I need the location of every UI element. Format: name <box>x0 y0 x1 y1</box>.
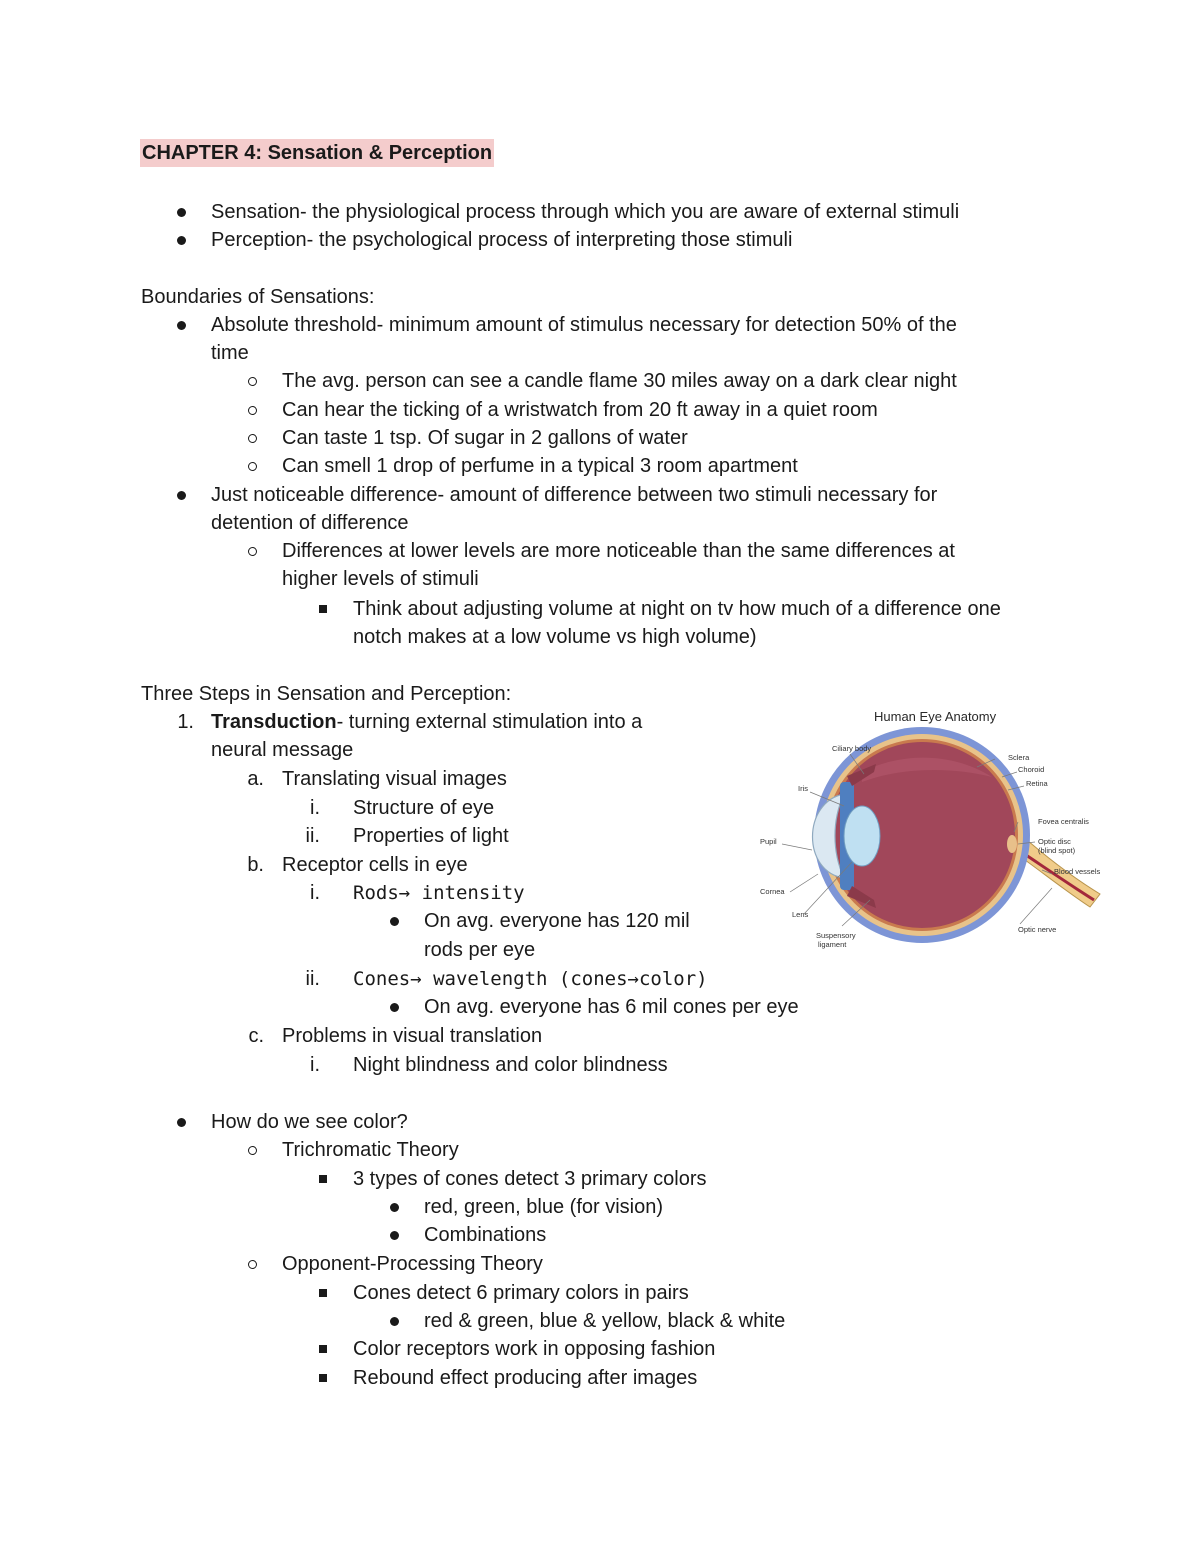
list-marker: ii. <box>305 825 320 847</box>
night-color-blindness: Night blindness and color blindness <box>353 1054 668 1076</box>
chapter-heading: CHAPTER 4: Sensation & Perception <box>140 139 494 167</box>
label-iris: Iris <box>798 784 808 793</box>
label-choroid: Choroid <box>1018 765 1045 774</box>
figure-title: Human Eye Anatomy <box>874 709 997 724</box>
rebound-effect: Rebound effect producing after images <box>353 1367 698 1389</box>
example-candle: The avg. person can see a candle flame 30 miles away on a dark clear night <box>282 370 957 392</box>
bullet-disc <box>177 321 186 330</box>
rods-count: On avg. everyone has 120 mil <box>424 910 690 932</box>
label-suspensory: Suspensory <box>816 931 856 940</box>
bullet-square <box>319 1345 327 1353</box>
jnd-subsub-cont: notch makes at a low volume vs high volume) <box>353 626 757 648</box>
bullet-circle <box>248 377 257 386</box>
jnd-subsub: Think about adjusting volume at night on tv how much of a difference one <box>353 598 1001 620</box>
bullet-circle <box>248 406 257 415</box>
list-marker: b. <box>247 854 264 876</box>
transduction-definition: - turning external stimulation into a <box>336 711 643 733</box>
bullet-square <box>319 1289 327 1297</box>
list-marker: ii. <box>305 968 320 990</box>
bullet-circle <box>248 1146 257 1155</box>
bullet-disc <box>177 1118 186 1127</box>
bullet-circle <box>248 1260 257 1269</box>
label-blood-vessels: Blood vessels <box>1054 867 1101 876</box>
transduction-term: Transduction <box>211 711 337 733</box>
transduction <box>211 708 642 736</box>
bullet-square <box>319 1175 327 1183</box>
list-marker: i. <box>310 1054 320 1076</box>
definition-perception: Perception- the psychological process of interpreting those stimuli <box>211 229 793 251</box>
jnd-cont: detention of difference <box>211 512 409 534</box>
label-pupil: Pupil <box>760 837 777 846</box>
section-title-boundaries: Boundaries of Sensations: <box>141 286 375 308</box>
jnd: Just noticeable difference- amount of difference between two stimuli necessary for <box>211 484 938 506</box>
definition-sensation: Sensation- the physiological process through which you are aware of external stimuli <box>211 201 960 223</box>
bullet-circle <box>248 434 257 443</box>
bullet-disc <box>177 491 186 500</box>
translating-visual-images: Translating visual images <box>282 768 507 790</box>
section-title-steps: Three Steps in Sensation and Perception: <box>141 683 512 705</box>
absolute-threshold-cont: time <box>211 342 249 364</box>
label-lens: Lens <box>792 910 809 919</box>
label-cornea: Cornea <box>760 887 785 896</box>
bullet-disc <box>390 1317 399 1326</box>
properties-of-light: Properties of light <box>353 825 509 847</box>
list-marker: i. <box>310 882 320 904</box>
list-marker: i. <box>310 797 320 819</box>
bullet-circle <box>248 547 257 556</box>
bullet-square <box>319 1374 327 1382</box>
lens-shape <box>844 806 880 866</box>
trichromatic-cones: 3 types of cones detect 3 primary colors <box>353 1168 707 1190</box>
transduction-cont: neural message <box>211 739 354 761</box>
list-marker: c. <box>248 1025 264 1047</box>
color-question: How do we see color? <box>211 1111 408 1133</box>
label-blind-spot: (blind spot) <box>1038 846 1076 855</box>
bullet-circle <box>248 462 257 471</box>
jnd-sub-cont: higher levels of stimuli <box>282 568 479 590</box>
label-retina: Retina <box>1026 779 1048 788</box>
bullet-disc <box>390 1231 399 1240</box>
label-ciliary-body: Ciliary body <box>832 744 872 753</box>
structure-of-eye: Structure of eye <box>353 797 495 819</box>
bullet-disc <box>177 236 186 245</box>
jnd-sub: Differences at lower levels are more noticeable than the same differences at <box>282 540 955 562</box>
opponent-pairs: Cones detect 6 primary colors in pairs <box>353 1282 689 1304</box>
problems-visual-translation: Problems in visual translation <box>282 1025 543 1047</box>
example-perfume: Can smell 1 drop of perfume in a typical 3 room apartment <box>282 455 798 477</box>
label-sclera: Sclera <box>1008 753 1030 762</box>
opponent-processing-theory: Opponent-Processing Theory <box>282 1253 543 1275</box>
bullet-disc <box>390 1003 399 1012</box>
label-fovea: Fovea centralis <box>1038 817 1089 826</box>
list-marker: 1. <box>177 711 194 733</box>
label-optic-disc: Optic disc <box>1038 837 1071 846</box>
absolute-threshold: Absolute threshold- minimum amount of stimulus necessary for detection 50% of the <box>211 314 957 336</box>
example-sugar: Can taste 1 tsp. Of sugar in 2 gallons of water <box>282 427 688 449</box>
optic-disc-shape <box>1007 835 1017 853</box>
cones-wavelength: Cones→ wavelength (cones→color) <box>353 968 708 990</box>
example-watch: Can hear the ticking of a wristwatch from 20 ft away in a quiet room <box>282 399 878 421</box>
cones-count: On avg. everyone has 6 mil cones per eye <box>424 996 799 1018</box>
bullet-disc <box>390 1203 399 1212</box>
rgb: red, green, blue (for vision) <box>424 1196 664 1218</box>
color-pairs: red & green, blue & yellow, black & white <box>424 1310 786 1332</box>
label-ligament: ligament <box>818 940 847 949</box>
bullet-square <box>319 605 327 613</box>
label-optic-nerve: Optic nerve <box>1018 925 1057 934</box>
rods-count-cont: rods per eye <box>424 939 536 961</box>
list-marker: a. <box>247 768 264 790</box>
rods-intensity: Rods→ intensity <box>353 882 525 904</box>
trichromatic-theory: Trichromatic Theory <box>282 1139 459 1161</box>
bullet-disc <box>177 208 186 217</box>
bullet-disc <box>390 917 399 926</box>
receptor-cells: Receptor cells in eye <box>282 854 468 876</box>
opposing-fashion: Color receptors work in opposing fashion <box>353 1338 716 1360</box>
combinations: Combinations <box>424 1224 547 1246</box>
eye-anatomy-diagram <box>752 702 1112 954</box>
